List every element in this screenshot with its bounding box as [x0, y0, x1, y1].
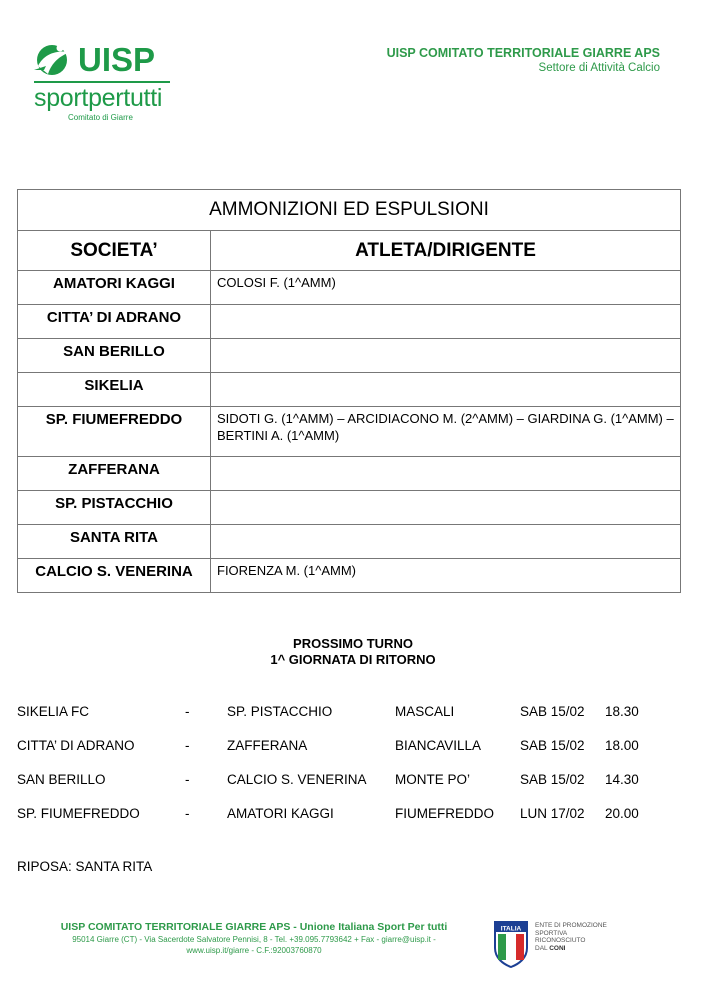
- footer-org: UISP COMITATO TERRITORIALE GIARRE APS - Unione Italiana Sport Per tutti: [60, 921, 448, 933]
- table-row: [18, 407, 681, 457]
- row-societa: CITTA’ DI ADRANO: [18, 305, 211, 339]
- row-societa: SAN BERILLO: [18, 339, 211, 373]
- row-atleta: FIORENZA M. (1^AMM): [211, 559, 681, 593]
- coni-line-1: ENTE DI PROMOZIONE: [535, 922, 607, 929]
- fixture-time: 18.30: [605, 704, 639, 719]
- coni-line-4-5: [535, 945, 607, 953]
- fixture-away: SP. PISTACCHIO: [227, 704, 333, 719]
- fixture-away: ZAFFERANA: [227, 738, 308, 753]
- row-societa: SANTA RITA: [18, 525, 211, 559]
- table-row: [18, 305, 681, 339]
- coni-flag-label: [493, 922, 529, 934]
- fixture-separator: -: [185, 806, 190, 821]
- logo-sportpertutti: sportpertutti: [34, 84, 163, 112]
- row-atleta: [211, 339, 681, 373]
- row-societa: AMATORI KAGGI: [18, 271, 211, 305]
- fixture-place: MONTE PO’: [395, 772, 471, 787]
- fixture-home: SIKELIA FC: [17, 704, 90, 719]
- coni-badge: [493, 920, 623, 970]
- coni-flag-text: ITALIA: [500, 925, 522, 933]
- row-atleta: [211, 373, 681, 407]
- fixture-time: 18.00: [605, 738, 639, 753]
- table-row: [18, 373, 681, 407]
- next-turn-subtitle: 1^ GIORNATA DI RITORNO: [270, 652, 436, 667]
- logo-comitato: Comitato di Giarre: [68, 113, 133, 122]
- coni-line-3: RICONOSCIUTO: [535, 937, 586, 944]
- cards-table: [17, 189, 681, 593]
- fixture-date: SAB 15/02: [520, 772, 585, 787]
- col-header-atleta: ATLETA/DIRIGENTE: [211, 231, 681, 271]
- uisp-runner-logo-icon: [30, 40, 76, 80]
- fixture-date: SAB 15/02: [520, 704, 585, 719]
- fixture-date: SAB 15/02: [520, 738, 585, 753]
- uisp-logo: [30, 40, 180, 125]
- row-societa: SP. FIUMEFREDDO: [18, 407, 211, 457]
- row-societa: SP. PISTACCHIO: [18, 491, 211, 525]
- table-row: [18, 525, 681, 559]
- table-row: [18, 457, 681, 491]
- fixture-time: 14.30: [605, 772, 639, 787]
- table-row: [18, 271, 681, 305]
- footer: [40, 920, 468, 956]
- col-header-societa: SOCIETA’: [18, 231, 211, 271]
- header-sector: Settore di Attività Calcio: [538, 62, 660, 74]
- fixture-separator: -: [185, 704, 190, 719]
- row-societa: ZAFFERANA: [18, 457, 211, 491]
- header-org-block: [387, 45, 660, 76]
- coni-line-2: SPORTIVA: [535, 929, 568, 937]
- fixture-date: LUN 17/02: [520, 806, 585, 821]
- footer-address: 95014 Giarre (CT) - Via Sacerdote Salvatore Pennisi, 8 - Tel. +39.095.7793642 + Fax - giarre@uisp.it - www.uisp.it/giarre - C.F.:92003760870: [72, 935, 436, 955]
- fixture-separator: -: [185, 738, 190, 753]
- row-atleta: [211, 491, 681, 525]
- fixture-home: SAN BERILLO: [17, 772, 106, 787]
- fixture-away: CALCIO S. VENERINA: [227, 772, 367, 787]
- table-row: [18, 339, 681, 373]
- next-turn-title: PROSSIMO TURNO: [293, 636, 413, 651]
- table-title: AMMONIZIONI ED ESPULSIONI: [18, 190, 681, 231]
- next-turn-heading: [0, 636, 706, 668]
- row-atleta: [211, 525, 681, 559]
- row-atleta: [211, 305, 681, 339]
- coni-line-4: DAL: [535, 944, 548, 952]
- coni-text: [535, 922, 607, 952]
- fixture-separator: -: [185, 772, 190, 787]
- fixture-place: FIUMEFREDDO: [395, 806, 494, 821]
- fixture-place: MASCALI: [395, 704, 455, 719]
- row-atleta: [211, 457, 681, 491]
- header-org: UISP COMITATO TERRITORIALE GIARRE APS: [386, 46, 660, 60]
- logo-divider: [34, 81, 170, 83]
- row-societa: SIKELIA: [18, 373, 211, 407]
- logo-word: UISP: [78, 41, 156, 78]
- row-atleta: SIDOTI G. (1^AMM) – ARCIDIACONO M. (2^AMM) – GIARDINA G. (1^AMM) – BERTINI A. (1^AMM): [211, 407, 681, 457]
- row-atleta: COLOSI F. (1^AMM): [211, 271, 681, 305]
- fixture-place: BIANCAVILLA: [395, 738, 482, 753]
- fixture-away: AMATORI KAGGI: [227, 806, 334, 821]
- fixture-home: SP. FIUMEFREDDO: [17, 806, 140, 821]
- fixture-time: 20.00: [605, 806, 639, 821]
- table-row: [18, 491, 681, 525]
- riposa-note: RIPOSA: SANTA RITA: [17, 859, 153, 874]
- table-row: [18, 559, 681, 593]
- coni-line-5: CONI: [549, 944, 566, 952]
- row-societa: CALCIO S. VENERINA: [18, 559, 211, 593]
- fixture-home: CITTA’ DI ADRANO: [17, 738, 135, 753]
